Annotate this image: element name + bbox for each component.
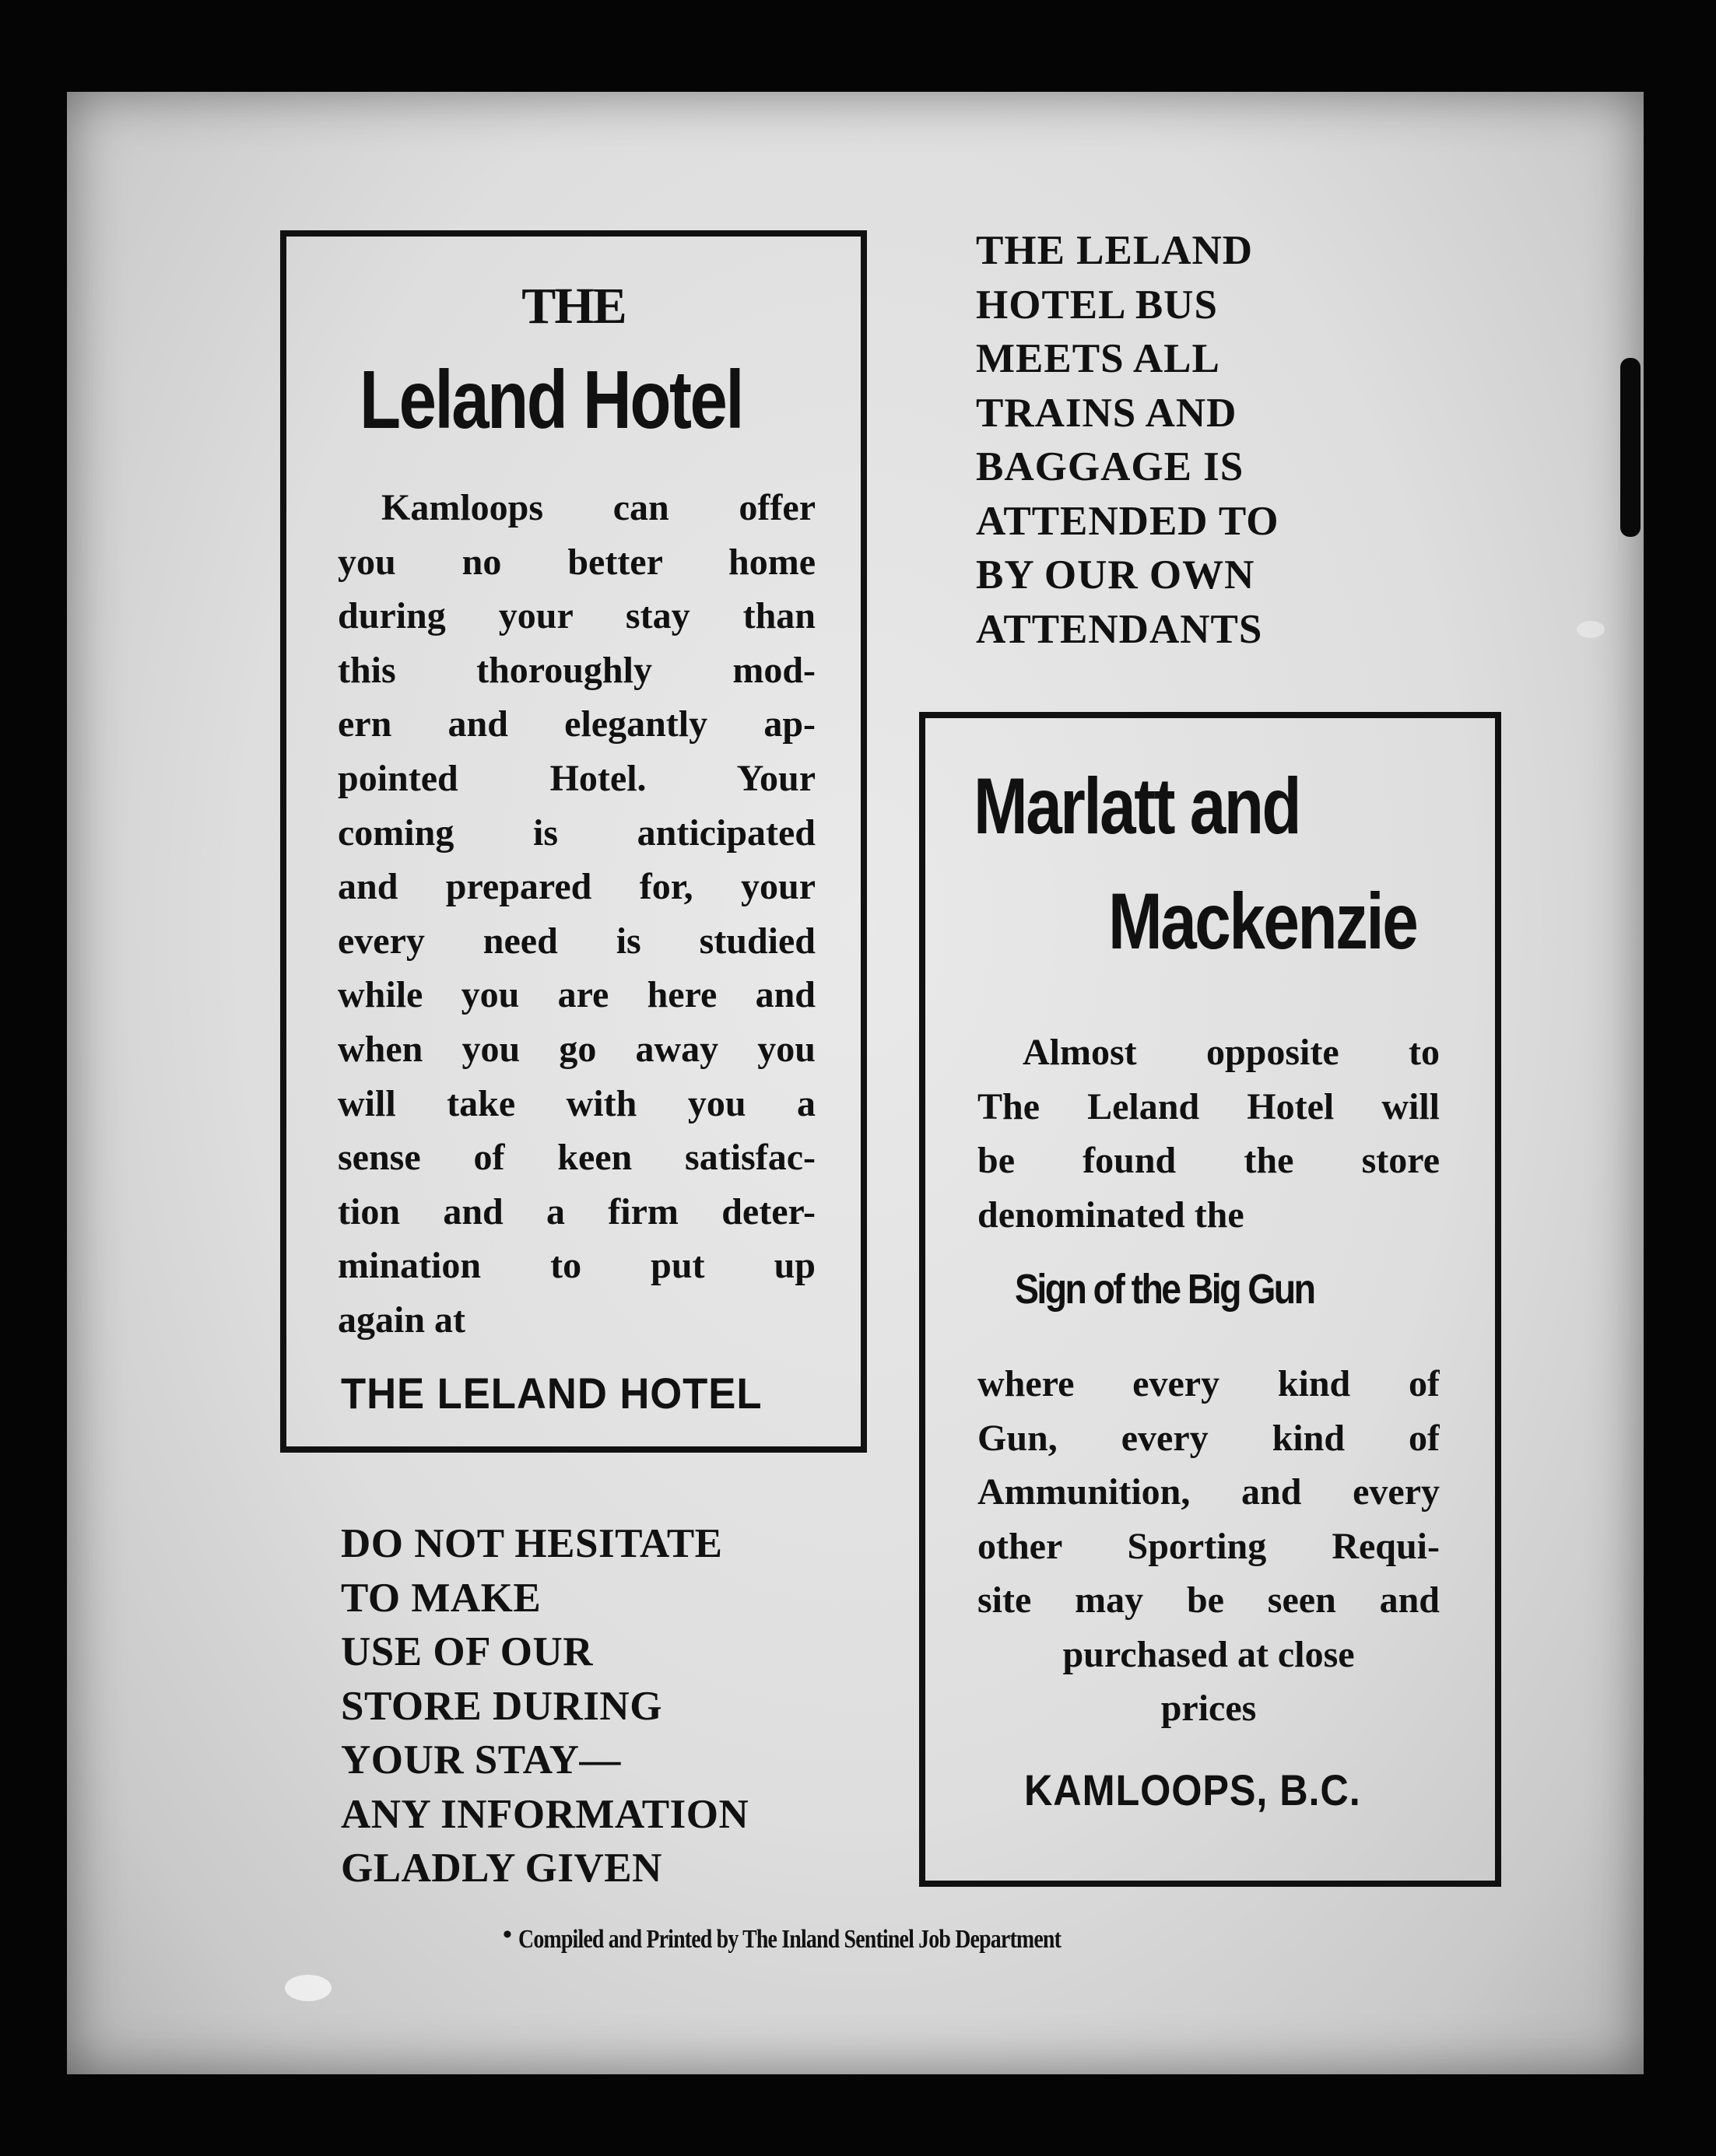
store-notice [341, 1517, 749, 1896]
leland-body-line: and prepared for, your [338, 866, 816, 908]
marlatt-ad-title-line1: Marlatt and [974, 762, 1300, 850]
marlatt-body-line: be found the store [977, 1140, 1440, 1181]
bus-notice [976, 224, 1279, 657]
leland-body-line: ern and elegantly ap- [338, 703, 816, 745]
marlatt-body2-line: where every kind of [977, 1363, 1440, 1404]
scan-smudge [285, 1975, 332, 2001]
marlatt-ad-sign: Sign of the Big Gun [1015, 1266, 1314, 1313]
marlatt-body2-line: Gun, every kind of [977, 1417, 1440, 1459]
store-notice-line: YOUR STAY— [341, 1737, 621, 1783]
leland-body-line: sense of keen satisfac- [338, 1137, 816, 1179]
leland-body-line: this thoroughly mod- [338, 649, 816, 691]
leland-body-line: you no better home [338, 541, 816, 583]
leland-body-line: coming is anticipated [338, 812, 816, 854]
bus-notice-line: BAGGAGE IS [976, 444, 1244, 489]
bus-notice-line: MEETS ALL [976, 336, 1220, 381]
bus-notice-line: ATTENDED TO [976, 498, 1279, 544]
printed-page [67, 92, 1644, 2074]
marlatt-body2-line: site may be seen and [977, 1579, 1440, 1621]
store-notice-line: STORE DURING [341, 1683, 662, 1729]
leland-ad-the: THE [521, 278, 626, 335]
bus-notice-line: ATTENDANTS [976, 606, 1263, 652]
store-notice-line: USE OF OUR [341, 1629, 594, 1674]
leland-body-line: tion and a firm deter- [338, 1190, 816, 1232]
marlatt-body2-line: Ammunition, and every [977, 1471, 1440, 1513]
leland-ad-body [338, 481, 816, 1348]
store-notice-line: ANY INFORMATION [341, 1791, 749, 1837]
leland-ad-title: Leland Hotel [360, 354, 743, 446]
marlatt-ad-location: KAMLOOPS, B.C. [1024, 1765, 1361, 1814]
bus-notice-line: BY OUR OWN [976, 552, 1255, 598]
marlatt-body-line: The Leland Hotel will [977, 1085, 1440, 1127]
leland-ad-footer: THE LELAND HOTEL [341, 1369, 763, 1418]
imprint-bullet: • [503, 1920, 512, 1949]
marlatt-body2-line: other Sporting Requi- [977, 1525, 1440, 1567]
leland-body-line: while you are here and [338, 974, 816, 1016]
scan-smudge [1577, 621, 1605, 638]
leland-body-line: when you go away you [338, 1028, 816, 1070]
leland-body-line: pointed Hotel. Your [338, 757, 816, 799]
bus-notice-line: HOTEL BUS [976, 282, 1218, 328]
marlatt-body-line: denominated the [977, 1194, 1244, 1236]
leland-body-line: Kamloops can offer [381, 487, 816, 528]
leland-body-line: mination to put up [338, 1245, 816, 1287]
page-edge-tab [1620, 358, 1641, 537]
leland-body-line: will take with you a [338, 1082, 816, 1124]
store-notice-line: TO MAKE [341, 1575, 542, 1621]
leland-body-line: again at [338, 1299, 466, 1341]
bus-notice-line: THE LELAND [976, 228, 1254, 273]
marlatt-ad-body [977, 1025, 1440, 1242]
store-notice-line: GLADLY GIVEN [341, 1846, 662, 1891]
marlatt-body2-line: purchased at close [1062, 1633, 1355, 1675]
imprint-line: Compiled and Printed by The Inland Sentinel Job Department [518, 1925, 1062, 1954]
marlatt-body2-line: prices [1160, 1688, 1257, 1729]
marlatt-ad-body2 [977, 1357, 1440, 1736]
leland-body-line: every need is studied [338, 920, 816, 962]
marlatt-ad-title-line2: Mackenzie [1108, 877, 1417, 966]
leland-body-line: during your stay than [338, 595, 816, 637]
marlatt-body-line: Almost opposite to [1023, 1032, 1440, 1073]
bus-notice-line: TRAINS AND [976, 390, 1237, 436]
store-notice-line: DO NOT HESITATE [341, 1521, 723, 1566]
